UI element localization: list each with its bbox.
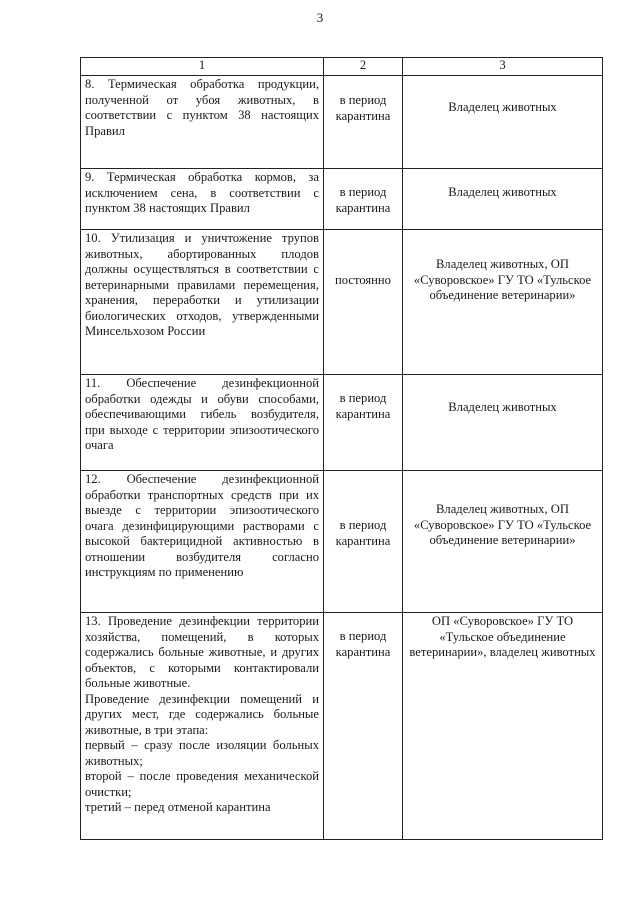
measure-cell <box>81 169 324 230</box>
measure-cell <box>81 230 324 375</box>
period-cell <box>324 76 403 169</box>
table-row <box>81 471 603 613</box>
responsible-text: Владелец животных <box>448 400 557 414</box>
responsible-text: ОП «Суворовское» ГУ ТО «Тульское объединение ветеринарии», владелец животных <box>409 614 596 659</box>
responsible-text: Владелец животных, ОП «Суворовское» ГУ ТО «Тульское объединение ветеринарии» <box>413 502 592 547</box>
responsible-cell <box>403 375 603 471</box>
period-text: постоянно <box>335 273 391 287</box>
column-header-1: 1 <box>81 58 324 76</box>
page-number: 3 <box>316 10 324 25</box>
period-cell <box>324 375 403 471</box>
column-header-2: 2 <box>324 58 403 76</box>
period-text: в период карантина <box>335 629 391 659</box>
responsible-cell <box>403 169 603 230</box>
measure-text: 12. Обеспечение дезинфекционной обработки транспортных средств при их выезде с территории эпизоотического очага дезинфицирующими растворами с высокой бактерицидной активностью в отношении возбудителя согласно инструкциям по применению <box>85 472 319 579</box>
table-header-row <box>81 58 603 76</box>
measure-cell <box>81 76 324 169</box>
responsible-cell <box>403 613 603 840</box>
measure-text: Проведение дезинфекции помещений и других мест, где содержались больные животные, в три этапа: <box>85 691 319 737</box>
responsible-cell <box>403 230 603 375</box>
table-row <box>81 375 603 471</box>
period-text: в период карантина <box>335 93 391 123</box>
period-text: в период карантина <box>335 518 391 548</box>
period-text: в период карантина <box>335 185 391 215</box>
measure-text: 8. Термическая обработка продукции, полученной от убоя животных, в соответствии с пунктом 38 настоящих Правил <box>85 77 319 138</box>
measure-text: третий – перед отменой карантина <box>85 800 271 814</box>
period-text: в период карантина <box>335 391 391 421</box>
table-row <box>81 613 603 840</box>
responsible-cell <box>403 76 603 169</box>
period-cell <box>324 613 403 840</box>
table-row <box>81 169 603 230</box>
responsible-text: Владелец животных <box>448 100 557 114</box>
measure-text: первый – сразу после изоляции больных животных; <box>85 738 319 768</box>
measures-table <box>80 57 603 840</box>
period-cell <box>324 471 403 613</box>
measure-text: 13. Проведение дезинфекции территории хозяйства, помещений, в которых содержались больные животные, и других объектов, с которыми контактировали больные животные. <box>85 614 319 690</box>
table-row <box>81 230 603 375</box>
column-header-3: 3 <box>403 58 603 76</box>
measure-text: второй – после проведения механической очистки; <box>85 769 319 799</box>
measure-cell <box>81 471 324 613</box>
period-cell <box>324 230 403 375</box>
table-row <box>81 76 603 169</box>
measure-cell <box>81 613 324 840</box>
responsible-text: Владелец животных <box>448 185 557 199</box>
period-cell <box>324 169 403 230</box>
measure-text: 9. Термическая обработка кормов, за исключением сена, в соответствии с пунктом 38 настоящих Правил <box>85 170 319 215</box>
measure-cell <box>81 375 324 471</box>
measure-text: 10. Утилизация и уничтожение трупов животных, абортированных плодов должны осуществляться в соответствии с ветеринарными правилами перемещения, хранения, переработки и утилизации биологических отходов, утвержденными Минсельхозом России <box>85 231 319 338</box>
measure-text: 11. Обеспечение дезинфекционной обработки одежды и обуви способами, обеспечивающими гибель возбудителя, при выходе с территории эпизоотического очага <box>85 376 319 452</box>
responsible-text: Владелец животных, ОП «Суворовское» ГУ ТО «Тульское объединение ветеринарии» <box>413 257 592 302</box>
responsible-cell <box>403 471 603 613</box>
